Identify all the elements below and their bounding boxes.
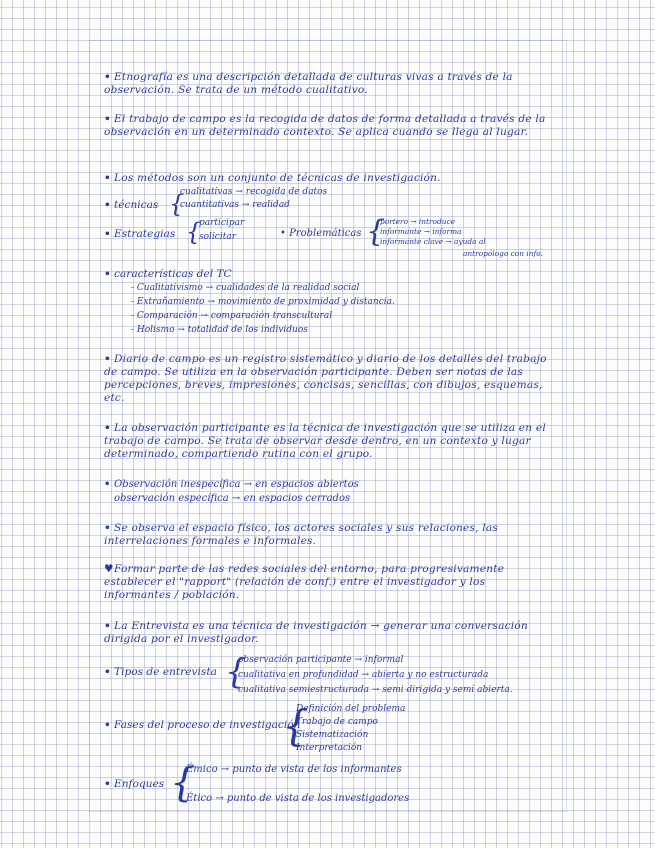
tipo-entrevista-item: cualitativa semiestructurada → semi dirigida y semi abierta.: [238, 685, 513, 695]
bullet-icon: •: [104, 172, 111, 184]
caracteristicas-title: • características del TC: [104, 268, 232, 280]
bullet-icon: •: [104, 522, 111, 534]
estrategias-item: participar: [199, 218, 245, 228]
note-espacio-fisico: • Se observa el espacio físico, los actores sociales y sus relaciones, las interrelaciones formales e informales.: [104, 522, 499, 547]
problematicas-item: informante clave → ayuda al: [380, 237, 486, 246]
brace-icon: {: [282, 701, 309, 750]
tecnicas-cuantitativas: cuantitativas → realidad: [180, 200, 290, 210]
tecnicas-label: • técnicas: [104, 199, 159, 211]
bullet-icon: •: [104, 620, 111, 632]
bullet-icon: •: [104, 113, 111, 125]
fases-label: • Fases del proceso de investigación: [104, 719, 301, 731]
observacion-especifica: observación específica → en espacios cerrados: [114, 493, 351, 504]
caracteristica-item: - Cualitativismo → cualidades de la realidad social: [131, 283, 360, 293]
tipos-entrevista-label: • Tipos de entrevista: [104, 666, 217, 678]
brace-icon: {: [366, 214, 386, 249]
bullet-icon: •: [104, 778, 111, 790]
fase-item: Interpretación: [296, 743, 363, 753]
bullet-icon: •: [104, 479, 111, 490]
fase-item: Definición del problema: [296, 704, 406, 714]
bullet-icon: •: [104, 719, 111, 731]
note-metodos: • Los métodos son un conjunto de técnicas de investigación.: [104, 172, 441, 184]
tipo-entrevista-item: observación participante → informal: [238, 655, 404, 665]
bullet-icon: •: [104, 353, 111, 365]
enfoques-label: • Enfoques: [104, 778, 165, 790]
enfoque-item: Ético → punto de vista de los investigadores: [186, 793, 410, 804]
brace-icon: {: [225, 652, 247, 692]
caracteristica-item: - Comparación → comparación transcultural: [131, 311, 333, 321]
brace-icon: {: [169, 190, 185, 218]
note-observacion-participante: • La observación participante es la técnica de investigación que se utiliza en el trabajo de campo. Se trata de observar desde dentro, en un contexto y lugar determinado, compartiendo rutina con el grupo.: [104, 422, 546, 460]
observacion-inespecifica: • Observación inespecífica → en espacios abiertos: [104, 479, 359, 490]
note-etnografia: • Etnografía es una descripción detallada de culturas vivas a través de la observación. Se trata de un método cualitativo.: [104, 71, 513, 96]
fase-item: Sistematización: [296, 730, 369, 740]
caracteristica-item: - Holismo → totalidad de los individuos: [131, 325, 308, 335]
brace-icon: {: [170, 760, 196, 806]
bullet-icon: •: [104, 422, 111, 434]
problematicas-item: informante → informa: [380, 227, 462, 236]
brace-icon: {: [186, 218, 202, 246]
fase-item: Trabajo de campo: [296, 717, 378, 727]
bullet-icon: •: [104, 666, 111, 678]
bullet-icon: •: [104, 199, 111, 211]
tecnicas-cualitativas: cualitativas → recogida de datos: [180, 187, 328, 197]
bullet-icon: •: [104, 71, 111, 83]
estrategias-item: solicitar: [199, 232, 236, 242]
caracteristica-item: - Extrañamiento → movimiento de proximidad y distancia.: [131, 297, 395, 307]
note-trabajo-de-campo: • El trabajo de campo es la recogida de datos de forma detallada a través de la observación en un determinado contexto. Se aplica cuando se llega al lugar.: [104, 113, 546, 138]
enfoque-item: Émico → punto de vista de los informantes: [186, 764, 402, 775]
note-diario-de-campo: • Diario de campo es un registro sistemático y diario de los detalles del trabajo de campo. Se utiliza en la observación participante. Deben ser notas de las percepciones, breves, impresiones, concisas, sencillas, con dibujos, esquemas, etc.: [104, 353, 547, 404]
estrategias-label: • Estrategias: [104, 228, 176, 240]
bullet-icon: •: [104, 268, 111, 280]
note-entrevista: • La Entrevista es una técnica de investigación → generar una conversación dirigida por el investigador.: [104, 620, 528, 645]
note-formar-parte: ♥Formar parte de las redes sociales del entorno, para progresivamente establecer el "rapport" (relación de conf.) entre el investigador y los informantes / población.: [104, 563, 505, 601]
tipo-entrevista-item: cualitativa en profundidad → abierta y no estructurada: [238, 670, 489, 680]
problematicas-item: antropólogo con info.: [463, 249, 543, 258]
problematicas-item: portero → introduce: [380, 217, 456, 226]
bullet-icon: •: [280, 228, 290, 239]
bullet-icon: •: [104, 228, 111, 240]
heart-bullet-icon: ♥: [104, 563, 114, 575]
problematicas-label: • Problemáticas: [280, 228, 362, 239]
